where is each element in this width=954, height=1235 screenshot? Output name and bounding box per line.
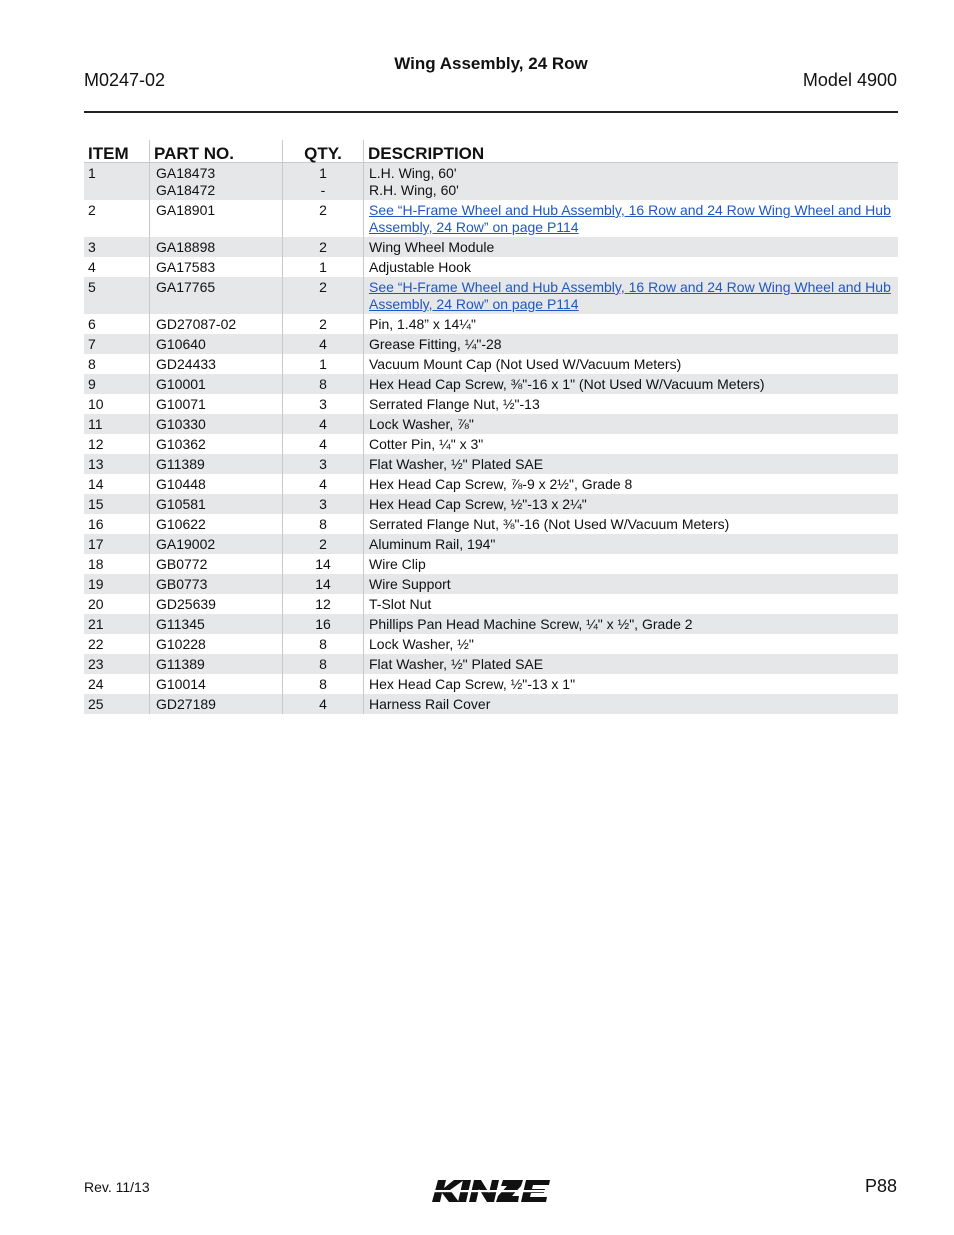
quantity-line: 2: [319, 279, 327, 295]
part-number-cell: [150, 574, 283, 594]
description-line: Phillips Pan Head Machine Screw, ¼" x ½", Grade 2: [369, 616, 693, 632]
quantity-line: 2: [319, 536, 327, 552]
quantity-cell: [283, 334, 364, 354]
table-row: [84, 654, 898, 674]
item-number-cell: 2: [88, 202, 96, 218]
description-line: Hex Head Cap Screw, ⅜"-16 x 1" (Not Used W/Vacuum Meters): [369, 376, 765, 392]
quantity-line: 1: [319, 356, 327, 372]
description-cell: [364, 614, 899, 634]
description-cell: [364, 314, 899, 334]
item-number-cell: 9: [84, 374, 150, 394]
description-line: Lock Washer, ⅞": [369, 416, 474, 432]
part-number-cell: [150, 514, 283, 534]
quantity-line: 16: [315, 616, 331, 632]
table-header-row: [84, 140, 898, 163]
quantity-line: 8: [319, 636, 327, 652]
description-line: Hex Head Cap Screw, ½"-13 x 1": [369, 676, 576, 692]
description-line: Hex Head Cap Screw, ½"-13 x 2¼": [369, 496, 587, 512]
table-row: [84, 163, 898, 201]
item-number-cell: 20: [88, 596, 104, 612]
part-number-cell: [150, 594, 283, 614]
description-cell: [364, 163, 899, 201]
part-number-line: GA18898: [156, 239, 216, 255]
table-row: [84, 494, 898, 514]
header-divider: [84, 111, 898, 113]
description-line: Adjustable Hook: [369, 259, 471, 275]
part-number-line: GB0772: [156, 556, 208, 572]
quantity-line: 8: [319, 676, 327, 692]
part-number-line: G10330: [156, 416, 206, 432]
description-line: Flat Washer, ½" Plated SAE: [369, 456, 544, 472]
item-number-cell: 19: [84, 574, 150, 594]
item-number-cell: 5: [84, 277, 150, 314]
part-number-cell: [150, 474, 283, 494]
page-title: Wing Assembly, 24 Row: [394, 54, 588, 73]
part-number-line: GA18473: [156, 165, 216, 181]
quantity-cell: [283, 454, 364, 474]
part-number-cell: [150, 654, 283, 674]
table-row: [84, 354, 898, 374]
part-number-cell: [150, 314, 283, 334]
item-number-cell: 22: [88, 636, 104, 652]
part-number-cell: [150, 374, 283, 394]
quantity-line: 2: [319, 239, 327, 255]
description-cell: [364, 374, 899, 394]
table-row: [84, 554, 898, 574]
description-cell: [364, 474, 899, 494]
item-number-cell: 8: [88, 356, 96, 372]
table-row: [84, 474, 898, 494]
table-row: [84, 434, 898, 454]
part-number-line: G10362: [156, 436, 206, 452]
description-cell: [364, 237, 899, 257]
part-number-line: G11389: [156, 656, 205, 672]
table-row: [84, 674, 898, 694]
quantity-cell: [283, 534, 364, 554]
description-line: Serrated Flange Nut, ½"-13: [369, 396, 540, 412]
description-line: Wing Wheel Module: [369, 239, 495, 255]
quantity-cell: [283, 614, 364, 634]
part-number-cell: [150, 354, 283, 374]
part-number-cell: [150, 634, 283, 654]
quantity-line: 2: [319, 316, 327, 332]
cross-reference-link[interactable]: Assembly, 24 Row” on page P114: [369, 219, 579, 235]
description-line: Wire Support: [369, 576, 451, 592]
description-line: Serrated Flange Nut, ⅜"-16 (Not Used W/Vacuum Meters): [369, 516, 730, 532]
item-number-cell: 23: [84, 654, 150, 674]
quantity-cell: [283, 514, 364, 534]
parts-table-body: [84, 163, 898, 715]
kinze-logo: [430, 1176, 552, 1206]
quantity-cell: [283, 200, 364, 237]
table-row: [84, 454, 898, 474]
part-number-cell: [150, 163, 283, 201]
table-row: [84, 694, 898, 714]
item-number-cell: 16: [88, 516, 104, 532]
part-number-line: G10640: [156, 336, 206, 352]
table-row: [84, 514, 898, 534]
part-number-cell: [150, 257, 283, 277]
table-row: [84, 394, 898, 414]
quantity-line: 8: [319, 376, 327, 392]
table-row: [84, 594, 898, 614]
quantity-cell: [283, 394, 364, 414]
description-line: Cotter Pin, ¼" x 3": [369, 436, 484, 452]
quantity-cell: [283, 277, 364, 314]
quantity-cell: [283, 654, 364, 674]
part-number-line: GA17583: [156, 259, 216, 275]
description-cell: [364, 354, 899, 374]
quantity-cell: [283, 574, 364, 594]
quantity-line: 4: [319, 476, 327, 492]
part-number-cell: [150, 494, 283, 514]
item-number-cell: 3: [84, 237, 150, 257]
revision-label: Rev. 11/13: [84, 1179, 150, 1195]
description-line: Vacuum Mount Cap (Not Used W/Vacuum Meters): [369, 356, 682, 372]
quantity-cell: [283, 634, 364, 654]
item-number-cell: 12: [88, 436, 104, 452]
model-label: Model 4900: [802, 70, 897, 90]
part-number-cell: [150, 694, 283, 714]
part-number-line: G10228: [156, 636, 206, 652]
description-line: T-Slot Nut: [369, 596, 432, 612]
quantity-line: 14: [315, 556, 331, 572]
description-cell: [364, 654, 899, 674]
item-number-cell: 17: [84, 534, 150, 554]
description-cell: [364, 554, 899, 574]
part-number-line: GA18901: [156, 202, 216, 218]
item-number-cell: 1: [84, 163, 150, 201]
column-header-description: DESCRIPTION: [364, 140, 899, 163]
quantity-cell: [283, 694, 364, 714]
part-number-cell: [150, 277, 283, 314]
part-number-cell: [150, 200, 283, 237]
description-line: Aluminum Rail, 194": [369, 536, 496, 552]
part-number-line: G10448: [156, 476, 206, 492]
part-number-line: GB0773: [156, 576, 208, 592]
quantity-line: 4: [319, 696, 327, 712]
description-cell: [364, 694, 899, 714]
description-cell[interactable]: [364, 200, 899, 237]
item-number-cell: 6: [88, 316, 96, 332]
item-number-cell: 21: [84, 614, 150, 634]
item-number-cell: 11: [84, 414, 150, 434]
quantity-line: 14: [315, 576, 331, 592]
description-line: Grease Fitting, ¼"-28: [369, 336, 502, 352]
part-number-line: G11389: [156, 456, 205, 472]
quantity-line: 8: [319, 516, 327, 532]
cross-reference-link[interactable]: See “H-Frame Wheel and Hub Assembly, 16 Row and 24 Row Wing Wheel and Hub: [369, 279, 891, 295]
quantity-cell: [283, 374, 364, 394]
part-number-line: GA18472: [156, 182, 216, 198]
description-cell: [364, 634, 899, 654]
part-number-line: GA17765: [156, 279, 216, 295]
cross-reference-link[interactable]: Assembly, 24 Row” on page P114: [369, 296, 579, 312]
description-line: L.H. Wing, 60': [369, 165, 457, 181]
part-number-cell: [150, 237, 283, 257]
quantity-line: -: [320, 182, 326, 198]
part-number-cell: [150, 534, 283, 554]
quantity-line: 8: [319, 656, 327, 672]
table-row: [84, 574, 898, 594]
table-row: [84, 534, 898, 554]
part-number-cell: [150, 674, 283, 694]
description-cell: [364, 494, 899, 514]
quantity-line: 4: [319, 436, 327, 452]
description-cell: [364, 594, 899, 614]
item-number-cell: 10: [88, 396, 104, 412]
description-line: Lock Washer, ½": [369, 636, 474, 652]
column-header-part-number: PART NO.: [150, 140, 283, 163]
quantity-cell: [283, 163, 364, 201]
table-row: [84, 334, 898, 354]
cross-reference-link[interactable]: See “H-Frame Wheel and Hub Assembly, 16 Row and 24 Row Wing Wheel and Hub: [369, 202, 891, 218]
description-line: Pin, 1.48” x 14¼": [369, 316, 476, 332]
table-row: [84, 277, 898, 314]
description-line: Flat Washer, ½" Plated SAE: [369, 656, 544, 672]
description-cell: [364, 574, 899, 594]
part-number-line: GD27189: [156, 696, 216, 712]
table-row: [84, 200, 898, 237]
quantity-line: 12: [315, 596, 331, 612]
quantity-cell: [283, 434, 364, 454]
description-line: Wire Clip: [369, 556, 426, 572]
quantity-cell: [283, 257, 364, 277]
quantity-cell: [283, 554, 364, 574]
item-number-cell: 18: [88, 556, 104, 572]
quantity-line: 1: [319, 165, 327, 181]
table-row: [84, 374, 898, 394]
item-number-cell: 25: [84, 694, 150, 714]
item-number-cell: 4: [88, 259, 96, 275]
description-line: Hex Head Cap Screw, ⅞-9 x 2½", Grade 8: [369, 476, 633, 492]
item-number-cell: 13: [84, 454, 150, 474]
quantity-cell: [283, 314, 364, 334]
description-cell: [364, 514, 899, 534]
item-number-cell: 24: [88, 676, 104, 692]
description-cell[interactable]: [364, 277, 899, 314]
part-number-line: GD27087-02: [156, 316, 237, 332]
part-number-line: G10001: [156, 376, 206, 392]
description-line: R.H. Wing, 60': [369, 182, 459, 198]
part-number-line: G11345: [156, 616, 205, 632]
column-header-quantity: QTY.: [283, 140, 364, 163]
part-number-cell: [150, 434, 283, 454]
item-number-cell: 14: [88, 476, 104, 492]
quantity-line: 3: [319, 456, 327, 472]
quantity-cell: [283, 494, 364, 514]
table-row: [84, 314, 898, 334]
table-row: [84, 237, 898, 257]
part-number-cell: [150, 334, 283, 354]
part-number-line: GA19002: [156, 536, 216, 552]
part-number-line: G10071: [156, 396, 206, 412]
item-number-cell: 7: [84, 334, 150, 354]
part-number-cell: [150, 414, 283, 434]
quantity-line: 2: [319, 202, 327, 218]
table-row: [84, 414, 898, 434]
part-number-cell: [150, 394, 283, 414]
quantity-cell: [283, 237, 364, 257]
part-number-line: GD25639: [156, 596, 216, 612]
quantity-line: 3: [319, 496, 327, 512]
part-number-line: GD24433: [156, 356, 216, 372]
quantity-cell: [283, 354, 364, 374]
description-cell: [364, 334, 899, 354]
page-number: P88: [864, 1176, 897, 1196]
part-number-line: G10014: [156, 676, 206, 692]
description-cell: [364, 674, 899, 694]
part-number-cell: [150, 614, 283, 634]
part-number-line: G10622: [156, 516, 206, 532]
description-cell: [364, 394, 899, 414]
parts-table: [84, 140, 898, 714]
description-cell: [364, 534, 899, 554]
table-row: [84, 634, 898, 654]
table-row: [84, 257, 898, 277]
part-number-cell: [150, 554, 283, 574]
part-number-line: G10581: [156, 496, 206, 512]
description-cell: [364, 414, 899, 434]
item-number-cell: 15: [84, 494, 150, 514]
description-cell: [364, 434, 899, 454]
quantity-cell: [283, 414, 364, 434]
quantity-line: 4: [319, 336, 327, 352]
quantity-cell: [283, 474, 364, 494]
table-row: [84, 614, 898, 634]
description-line: Harness Rail Cover: [369, 696, 491, 712]
quantity-line: 3: [319, 396, 327, 412]
description-cell: [364, 454, 899, 474]
quantity-line: 1: [319, 259, 327, 275]
quantity-cell: [283, 594, 364, 614]
column-header-item: ITEM: [84, 140, 150, 163]
quantity-line: 4: [319, 416, 327, 432]
description-cell: [364, 257, 899, 277]
quantity-cell: [283, 674, 364, 694]
part-number-cell: [150, 454, 283, 474]
document-number: M0247-02: [84, 70, 166, 90]
